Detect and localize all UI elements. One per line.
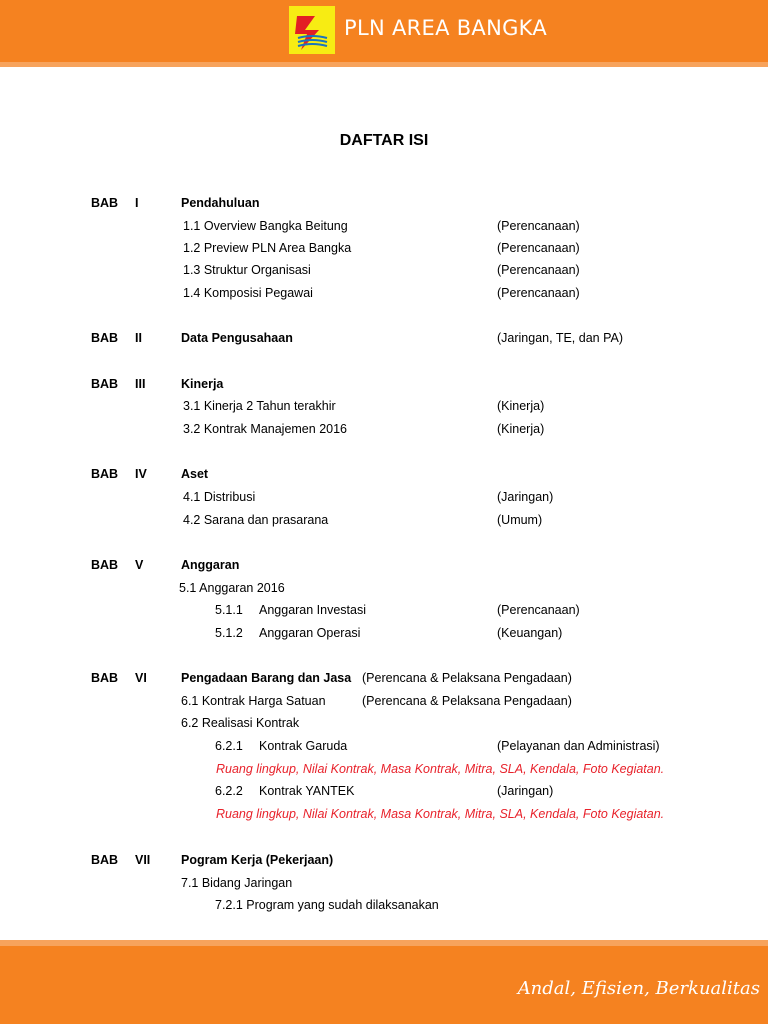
toc-item: 3.2 Kontrak Manajemen 2016 xyxy=(183,422,347,436)
brand-title: PLN AREA BANGKA xyxy=(344,16,548,40)
toc-note: (Jaringan) xyxy=(497,490,554,504)
toc-subitem-number: 5.1.2 xyxy=(215,626,243,640)
toc-subsection: 6.2 Realisasi Kontrak xyxy=(181,716,300,730)
toc-note: (Pelayanan dan Administrasi) xyxy=(497,739,660,753)
bab-number: V xyxy=(135,558,144,572)
toc-item: 4.1 Distribusi xyxy=(183,490,256,504)
bab-label: BAB xyxy=(91,196,119,210)
toc-note: (Jaringan, TE, dan PA) xyxy=(497,331,623,345)
toc-item: 1.4 Komposisi Pegawai xyxy=(183,286,313,300)
toc-item: 4.2 Sarana dan prasarana xyxy=(183,513,329,527)
toc-subitem-number: 5.1.1 xyxy=(215,603,243,617)
toc-note: (Keuangan) xyxy=(497,626,563,640)
toc-subsection: 7.1 Bidang Jaringan xyxy=(181,876,293,890)
toc-note: (Jaringan) xyxy=(497,784,554,798)
toc-note: (Perencanaan) xyxy=(497,263,580,277)
toc-note: (Perencanaan) xyxy=(497,603,580,617)
bab-number: II xyxy=(135,331,142,345)
toc-subitem-number: 6.2.1 xyxy=(215,739,243,753)
toc-subitem: Kontrak YANTEK xyxy=(259,784,355,798)
bab-label: BAB xyxy=(91,671,119,685)
bab-label: BAB xyxy=(91,467,119,481)
bab-number: VII xyxy=(135,853,151,867)
bab-label: BAB xyxy=(91,558,119,572)
bab-number: I xyxy=(135,196,139,210)
toc-note: (Perencanaan) xyxy=(497,241,580,255)
footer-tagline: Andal, Efisien, Berkualitas xyxy=(517,978,760,999)
toc-note: (Kinerja) xyxy=(497,399,545,413)
toc-note: (Perencana & Pelaksana Pengadaan) xyxy=(362,671,572,685)
toc-note: (Perencanaan) xyxy=(497,286,580,300)
bab-number: III xyxy=(135,377,146,391)
toc-item: 1.1 Overview Bangka Beitung xyxy=(183,219,348,233)
toc-subitem: Anggaran Investasi xyxy=(259,603,367,617)
toc-note: (Umum) xyxy=(497,513,543,527)
bab-title: Pogram Kerja (Pekerjaan) xyxy=(181,853,334,867)
toc-detail-note: Ruang lingkup, Nilai Kontrak, Masa Kontrak, Mitra, SLA, Kendala, Foto Kegiatan. xyxy=(216,762,665,776)
bab-label: BAB xyxy=(91,853,119,867)
toc-subitem: 7.2.1 Program yang sudah dilaksanakan xyxy=(215,898,439,912)
toc-item: 3.1 Kinerja 2 Tahun terakhir xyxy=(183,399,336,413)
bab-title: Kinerja xyxy=(181,377,224,391)
toc-subsection: 5.1 Anggaran 2016 xyxy=(179,581,285,595)
bab-title: Aset xyxy=(181,467,209,481)
bab-title: Data Pengusahaan xyxy=(181,331,293,345)
toc-item: 6.1 Kontrak Harga Satuan xyxy=(181,694,326,708)
toc-subitem: Kontrak Garuda xyxy=(259,739,348,753)
page-title: DAFTAR ISI xyxy=(339,132,429,149)
toc-detail-note: Ruang lingkup, Nilai Kontrak, Masa Kontrak, Mitra, SLA, Kendala, Foto Kegiatan. xyxy=(216,807,665,821)
pln-lightning-logo-icon xyxy=(289,6,335,54)
bab-title: Pengadaan Barang dan Jasa xyxy=(181,671,352,685)
toc-note: (Perencanaan) xyxy=(497,219,580,233)
bab-label: BAB xyxy=(91,331,119,345)
toc-item: 1.3 Struktur Organisasi xyxy=(183,263,311,277)
bab-title: Pendahuluan xyxy=(181,196,260,210)
header-stripe xyxy=(0,62,768,67)
toc-note: (Perencana & Pelaksana Pengadaan) xyxy=(362,694,572,708)
toc-note: (Kinerja) xyxy=(497,422,545,436)
bab-number: VI xyxy=(135,671,147,685)
bab-label: BAB xyxy=(91,377,119,391)
toc-subitem-number: 6.2.2 xyxy=(215,784,243,798)
toc-subitem: Anggaran Operasi xyxy=(259,626,361,640)
bab-number: IV xyxy=(135,467,147,481)
bab-title: Anggaran xyxy=(181,558,240,572)
toc-item: 1.2 Preview PLN Area Bangka xyxy=(183,241,352,255)
